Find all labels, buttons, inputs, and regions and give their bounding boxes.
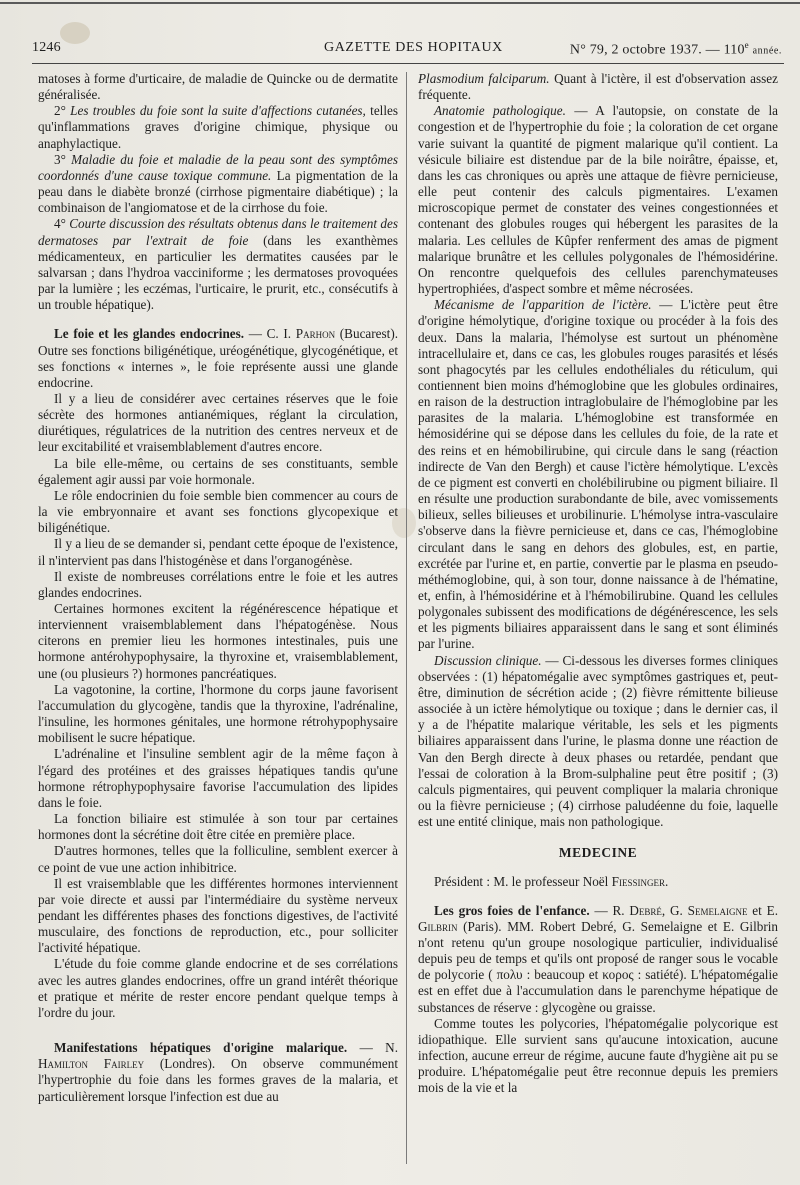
paragraph: Il est vraisemblable que les différentes hormones interviennent par voie directe et aussi par l'intermédiaire du système nerveux pendant les différentes phases des fonctions digestives, de l'activité musculaire, des fonctions de reproduction, etc., pour solliciter l'activité hépatique. <box>38 875 398 956</box>
paragraph: Discussion clinique. — Ci-dessous les diverses formes cliniques observées : (1) hépatomégalie avec symptômes gastriques et, peut-être, diminution de sécrétion acide ; (2) fièvre rémittente bilieuse associée à un ictère hémolytique ou toxique ; dans le dernier cas, il y a de l'hépatite malarique véritable, les sels et les pigments biliaires apparaissent dans l'urine, le plasma donne une réaction de Van den Bergh directe à deux phases ou retardée, pendant que l'essai de coloration à la Brom-sulphaline peut être positif ; (3) calculs pigmentaires, qui peuvent compliquer la malaria chronique ou la fièvre pernicieuse ; (4) cirrhose paludéenne du foie, laquelle est une entité clinique, mais non pathologique. <box>418 652 778 830</box>
running-header <box>32 40 782 62</box>
paragraph: Il y a lieu de considérer avec certaines réserves que le foie sécrète des hormones antianémiques, réglant la circulation, diurétiques, régulatrices de la nutrition des centres nerveux et de leur excitabilité et vraisemblablement d'autres encore. <box>38 390 398 455</box>
paragraph: 3° Maladie du foie et maladie de la peau sont des symptômes coordonnés d'une cause toxique commune. La pigmentation de la peau dans le diabète bronzé (cirrhose pigmentaire diabétique) ; la combinaison de l'angiomatose et de la cirrhose du foie. <box>38 151 398 216</box>
article-author: Semelaigne <box>687 902 748 918</box>
article-title: Le foie et les glandes endocrines. <box>54 326 245 342</box>
paragraph: La fonction biliaire est stimulée à son tour par certaines hormones dont la sécrétine doit être citée en première place. <box>38 811 398 843</box>
paragraph: matoses à forme d'urticaire, de maladie de Quincke ou de dermatite généralisée. <box>38 71 398 103</box>
left-column <box>38 71 398 1171</box>
paragraph: Mécanisme de l'apparition de l'ictère. — L'ictère peut être d'origine hémolytique, d'origine toxique ou procéder à la fois des deux. Dans la malaria, l'hémolyse est surtout un phénomène intracellulaire et, dans ce cas, les globules rouges parasités et lésés sont phagocytés par les cellules endothéliales du réticulum, qui contiennent bien moins d'hémoglobine que les globules ordinaires, en raison de la destruction intraglobulaire de l'hémoglobine par les parasites de la malaria. L'hémoglobine est transformée en hémosidérine qui se dépose dans les cellules du foie, de la rate et des reins et en hémobilirubine, qui circule dans le sang (réaction indirecte de Van den Bergh) et cause l'ictère hémolytique. L'excès de ce pigment est converti en cholébilirubine ou pigment biliaire. Il en résulte une production surabondante de bile, avec vomissements bilieux, selles bilieuses et urobilinurie. L'hémolyse intra-vasculaire s'observe dans la fièvre pernicieuse et, dans ce cas, l'hémoglobine circulant dans le sang en dehors des globules, est, en partie, excrétée par l'urine et, en partie, convertie par le plasma en pseudo-méthémoglobine, qui, à son tour, donne naissance à de l'hématine, et, enfin, à l'hémosidérine et à l'hémobilirubine. Quand les cellules polygonales subissent des modifications de dégénérescence, les sels et les pigments biliaires apparaissent dans le sang et sont éliminés par l'urine. <box>418 297 778 652</box>
article-author: Gilbrin <box>418 918 458 934</box>
paragraph: La bile elle-même, ou certains de ses constituants, semble également agir aussi par voie hormonale. <box>38 455 398 487</box>
right-column <box>418 71 778 1171</box>
paragraph: 2° Les troubles du foie sont la suite d'affections cutanées, telles qu'inflammations graves d'origine chimique, physique ou anaphylactique. <box>38 103 398 151</box>
issue-info: N° 79, 2 octobre 1937. — 110e année. <box>569 40 782 58</box>
journal-title: GAZETTE DES HOPITAUX <box>324 40 503 55</box>
paragraph: 4° Courte discussion des résultats obtenus dans le traitement des dermatoses par l'extrait de foie (dans les exanthèmes médicamenteux, en particulier les dermatites causées par le salvarsan ; dans l'hydroa vacciniforme ; les dermatoses provoquées par la lumière ; les eczémas, l'urticaire, le prurit, etc., consécutifs à un trouble hépatique). <box>38 216 398 313</box>
section-president: Président : M. le professeur Noël Fiessinger. <box>434 873 669 889</box>
article-title: Manifestations hépatiques d'origine malarique. <box>54 1040 348 1056</box>
section-heading: MEDECINE <box>558 845 638 861</box>
paragraph: Certaines hormones excitent la régénérescence hépatique et interviennent vraisemblablement dans l'hépatogénèse. Nous citerons en premier lieu les hormones intestinales, puis une hormone antérohypophysaire, la thyroxine et, vraisemblablement, une (ou plusieurs ?) hormones pancréatiques. <box>38 601 398 681</box>
article-author: Debré <box>629 902 662 918</box>
column-divider <box>406 72 407 1164</box>
top-rule <box>0 2 800 4</box>
paragraph: Comme toutes les polycories, l'hépatomégalie polycorique est idiopathique. Elle survient sans qu'aucune intoxication, aucune infection, aucune erreur de régime, aucune faute d'hygiène ait pu se produire. L'hépatomégalie peut être reconnue depuis les premiers mois de la vie et la <box>418 1015 778 1096</box>
paragraph: L'adrénaline et l'insuline semblent agir de la même façon à l'égard des protéines et des graisses hépatiques tandis qu'une hormone rétrophypophysaire favorise l'accumulation des lipides dans le foie. <box>38 746 398 810</box>
paragraph: Il existe de nombreuses corrélations entre le foie et les autres glandes endocrines. <box>38 568 398 600</box>
paragraph: La vagotonine, la cortine, l'hormone du corps jaune favorisent l'accumulation du glycogène, tandis que la thyroxine, l'adrénaline, l'insuline, les hormones génitales, une hormone rétrohypophysaire mobilisent le sucre hépatique. <box>38 681 398 746</box>
page-number: 1246 <box>32 40 61 55</box>
article-author: Hamilton Fairley <box>38 1056 145 1072</box>
header-rule <box>32 63 784 64</box>
article-title: Les gros foies de l'enfance. <box>434 902 590 918</box>
paragraph: D'autres hormones, telles que la folliculine, semblent exercer à ce point de vue une action inhibitrice. <box>38 843 398 875</box>
paragraph: Anatomie pathologique. — A l'autopsie, on constate de la congestion et de l'hypertrophie du foie ; la coloration de cet organe varie suivant la quantité de pigment malarique qu'il contient. La vésicule biliaire est distendue par de la bile noirâtre, épaisse, et, dans les cas chroniques ou après une attaque de fièvre pernicieuse, elle peut contenir des calculs pigmentaires. L'examen microscopique permet de constater des veines congestionnées et contenant des globules rouges qui hébergent les parasites de la malaria. Les cellules de Kûpfer renferment des amas de pigment malarique brunâtre et les cellules polygonales de l'hémosidérine. On rencontre quelquefois des cellules parenchymateuses hypertrophiées, d'aspect sombre et même nécrosées. <box>418 103 778 297</box>
article-author: Parhon <box>295 326 336 342</box>
paragraph: Plasmodium falciparum. Quant à l'ictère, il est d'observation assez fréquente. <box>418 71 778 103</box>
paragraph: L'étude du foie comme glande endocrine et de ses corrélations avec les autres glandes endocrines, offre un grand intérêt théorique et pratique et mérite de rester encore pendant quelque temps à l'ordre du jour. <box>38 956 398 1020</box>
article-heading: Le foie et les glandes endocrines. — C. I. Parhon (Bucarest). Outre ses fonctions biligénétique, uréogénétique, glycogénétique, et ses fonctions « internes », le foie représente aussi une glande endocrine. <box>38 326 398 390</box>
article-heading: Les gros foies de l'enfance. — R. Debré, G. Semelaigne et E. Gilbrin (Paris). MM. Robert Debré, G. Semelaigne et E. Gilbrin n'ont retenu qu'un groupe nosologique particulier, individualisé depuis peu de temps et qu'ils ont proposé de ranger sous le vocable de polycorie ( πολυ : beaucoup et κορος : satiété). L'hépatomégalie est en effet due à l'accumulation dans le parenchyme hépatique de substances de réserve : glycogène ou graisse. <box>418 902 778 1015</box>
paragraph: Le rôle endocrinien du foie semble bien commencer au cours de la vie embryonnaire et avant ses fonctions glycopexique et biligénétique. <box>38 487 398 536</box>
article-heading: Manifestations hépatiques d'origine malarique. — N. Hamilton Fairley (Londres). On observe communément l'hypertrophie du foie dans les formes graves de la malaria, et particulièrement lorsque l'infection est due au <box>38 1040 398 1104</box>
paragraph: Il y a lieu de se demander si, pendant cette époque de l'existence, il n'intervient pas dans l'histogénèse et dans l'organogénèse. <box>38 536 398 568</box>
